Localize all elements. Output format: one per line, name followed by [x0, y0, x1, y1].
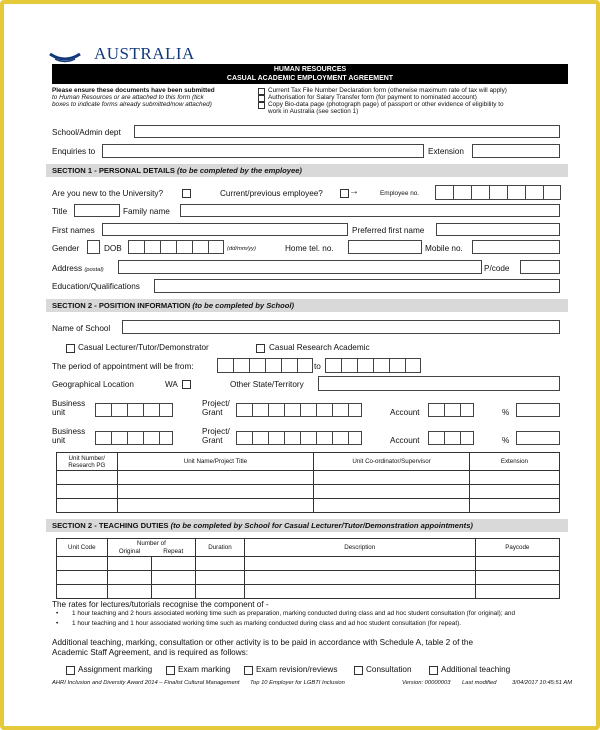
account-2-field[interactable]	[428, 431, 474, 445]
first-names-label: First names	[52, 226, 95, 235]
other-state-label: Other State/Territory	[230, 380, 304, 389]
casual-lecturer-checkbox[interactable]	[66, 344, 75, 353]
school-name-field[interactable]	[122, 320, 560, 334]
section-1-title: SECTION 1 - PERSONAL DETAILS	[52, 166, 175, 175]
unit-number-header: Unit Number/ Research PG	[57, 453, 118, 471]
enquiries-label: Enquiries to	[52, 147, 96, 156]
percent-2-label: %	[502, 436, 510, 445]
rate-bullet-1: •	[56, 610, 59, 617]
paycode-header: Paycode	[475, 539, 559, 557]
new-to-uni-label: Are you new to the University?	[52, 189, 164, 198]
units-table-header	[57, 453, 560, 471]
extension-label: Extension	[428, 147, 464, 156]
rate-repeat: 1 hour teaching and 1 hour associated working time such as marking conducted during class and ad hoc student consultation (for repeat).	[72, 620, 461, 627]
casual-lecturer-label: Casual Lecturer/Tutor/Demonstrator	[78, 343, 209, 352]
section-2-title: SECTION 2 - POSITION INFORMATION	[52, 301, 191, 310]
footer-lgbti: Top 10 Employer for LGBTI Inclusion	[250, 680, 345, 686]
additional-line-2: Academic Staff Agreement, and is required as follows:	[52, 648, 248, 657]
additional-teaching-checkbox[interactable]	[429, 666, 438, 675]
employee-no-label: Employee no.	[380, 190, 420, 197]
teaching-table	[56, 538, 560, 599]
teaching-duties-note: (to be completed by School for Casual Lecturer/Tutor/Demonstration appointments)	[170, 521, 473, 530]
consultation-label: Consultation	[366, 665, 412, 674]
project-grant-1-label-a: Project/	[202, 399, 230, 408]
business-unit-2-field[interactable]	[95, 431, 173, 445]
percent-1-field[interactable]	[516, 403, 560, 417]
home-tel-field[interactable]	[348, 240, 422, 254]
logo-text: AUSTRALIA	[94, 44, 195, 63]
rates-intro: The rates for lectures/tutorials recognise the component of -	[52, 600, 269, 609]
doc-passport-line-1: Copy Bio-data page (photograph page) of passport or other evidence of eligibility to	[268, 101, 504, 108]
assignment-marking-checkbox[interactable]	[66, 666, 75, 675]
new-to-uni-checkbox[interactable]	[182, 189, 191, 198]
wa-label: WA	[165, 380, 178, 389]
casual-research-label: Casual Research Academic	[269, 343, 370, 352]
section-1-header	[46, 164, 568, 177]
employee-no-field[interactable]	[435, 185, 561, 200]
preferred-name-field[interactable]	[436, 223, 560, 236]
current-employee-label: Current/previous employee?	[220, 189, 323, 198]
gender-label: Gender	[52, 244, 80, 253]
project-grant-2-field[interactable]	[236, 431, 362, 445]
table-row[interactable]	[57, 585, 560, 599]
exam-revision-checkbox[interactable]	[244, 666, 253, 675]
repeat-header: Repeat	[151, 548, 195, 557]
project-grant-2-label-a: Project/	[202, 427, 230, 436]
extension-field[interactable]	[472, 144, 560, 158]
account-1-label: Account	[390, 408, 420, 417]
teaching-header-row-1	[57, 539, 560, 548]
instructions-line-3: boxes to indicate forms already submitted/now attached)	[52, 101, 212, 108]
footer-date: 3/04/2017 10:45:51 AM	[512, 680, 573, 686]
tfn-checkbox[interactable]	[258, 88, 265, 95]
education-label: Education/Qualifications	[52, 282, 140, 291]
instructions-line-2: to Human Resources or are attached to this form (tick	[52, 94, 204, 101]
project-grant-1-field[interactable]	[236, 403, 362, 417]
postcode-field[interactable]	[520, 260, 560, 274]
gender-field[interactable]	[87, 240, 100, 254]
table-row[interactable]	[57, 571, 560, 585]
period-from-field[interactable]	[217, 358, 313, 373]
table-row[interactable]	[57, 499, 560, 513]
business-unit-1-field[interactable]	[95, 403, 173, 417]
dob-format: (dd/mm/yy)	[227, 246, 256, 252]
rate-original: 1 hour teaching and 2 hours associated working time such as preparation, marking conducted during class and ad hoc student consultation (for original); and	[72, 610, 515, 617]
period-to-label: to	[314, 362, 321, 371]
school-admin-label: School/Admin dept	[52, 128, 121, 137]
doc-passport-line-2: work in Australia (see section 1)	[268, 108, 359, 115]
period-to-field[interactable]	[325, 358, 421, 373]
arrow-icon: →	[349, 186, 359, 197]
account-1-field[interactable]	[428, 403, 474, 417]
salary-transfer-checkbox[interactable]	[258, 95, 265, 102]
dob-label: DOB	[104, 244, 122, 253]
teaching-duties-header	[46, 519, 568, 532]
percent-1-label: %	[502, 408, 510, 417]
wa-checkbox[interactable]	[182, 380, 191, 389]
business-unit-1-label-b: unit	[52, 408, 66, 417]
footer-award: AHRI Inclusion and Diversity Award 2014 – Finalist Cultural Management	[52, 680, 240, 686]
home-tel-label: Home tel. no.	[285, 244, 334, 253]
education-field[interactable]	[154, 279, 560, 293]
title-label: Title	[52, 207, 68, 216]
crest-icon	[48, 50, 82, 64]
consultation-checkbox[interactable]	[354, 666, 363, 675]
address-postal: (postal)	[84, 267, 104, 273]
school-admin-field[interactable]	[134, 125, 560, 138]
exam-marking-label: Exam marking	[178, 665, 231, 674]
footer-modified: Last modified	[462, 680, 497, 686]
address-field[interactable]	[118, 260, 482, 274]
first-names-field[interactable]	[102, 223, 348, 236]
percent-2-field[interactable]	[516, 431, 560, 445]
extension-header: Extension	[469, 453, 559, 471]
exam-marking-checkbox[interactable]	[166, 666, 175, 675]
family-name-label: Family name	[123, 207, 170, 216]
table-row[interactable]	[57, 485, 560, 499]
business-unit-2-label-b: unit	[52, 436, 66, 445]
project-grant-2-label-b: Grant	[202, 436, 223, 445]
department-label: HUMAN RESOURCES	[273, 66, 347, 73]
instructions-line-1: Please ensure these documents have been submitted	[52, 87, 215, 94]
form-title: CASUAL ACADEMIC EMPLOYMENT AGREEMENT	[226, 75, 394, 82]
rate-bullet-2: •	[56, 620, 59, 627]
preferred-name-label: Preferred first name	[352, 226, 425, 235]
teaching-duties-title: SECTION 2 - TEACHING DUTIES	[52, 521, 169, 530]
address-text: Address	[52, 264, 83, 273]
address-label	[52, 264, 104, 274]
other-state-field[interactable]	[318, 376, 560, 391]
current-employee-checkbox[interactable]	[340, 189, 349, 198]
title-bar	[52, 64, 568, 84]
dob-field[interactable]	[128, 240, 224, 254]
mobile-label: Mobile no.	[425, 244, 463, 253]
geo-location-label: Geographical Location	[52, 380, 134, 389]
casual-research-checkbox[interactable]	[256, 344, 265, 353]
number-of-header: Number of	[107, 539, 195, 548]
description-header: Description	[244, 539, 475, 557]
table-row[interactable]	[57, 471, 560, 485]
business-unit-1-label-a: Business	[52, 399, 86, 408]
doc-tfn: Current Tax File Number Declaration form (otherwise maximum rate of tax will apply)	[268, 87, 507, 94]
table-row[interactable]	[57, 557, 560, 571]
section-2-header	[46, 299, 568, 312]
units-table	[56, 452, 560, 513]
business-unit-2-label-a: Business	[52, 427, 86, 436]
project-grant-1-label-b: Grant	[202, 408, 223, 417]
unit-name-header: Unit Name/Project Title	[117, 453, 314, 471]
school-name-label: Name of School	[52, 324, 111, 333]
passport-checkbox[interactable]	[258, 102, 265, 109]
additional-line-1: Additional teaching, marking, consultation or other activity is to be paid in accordance with Schedule A, table 2 of the	[52, 638, 473, 647]
exam-revision-label: Exam revision/reviews	[256, 665, 338, 674]
title-field[interactable]	[74, 204, 120, 217]
doc-salary-transfer: Authorisation for Salary Transfer form (for payment to nominated account)	[268, 94, 477, 101]
footer-version: Version: 00000003	[402, 680, 451, 686]
period-label: The period of appointment will be from:	[52, 362, 194, 371]
form-page	[44, 8, 573, 720]
additional-teaching-label: Additional teaching	[441, 665, 511, 674]
section-1-note: (to be completed by the employee)	[177, 166, 302, 175]
coordinator-header: Unit Co-ordinator/Supervisor	[314, 453, 470, 471]
postcode-label: P/code	[484, 264, 510, 273]
section-2-note: (to be completed by School)	[192, 301, 295, 310]
assignment-marking-label: Assignment marking	[78, 665, 153, 674]
mobile-field[interactable]	[472, 240, 560, 254]
enquiries-field[interactable]	[102, 144, 424, 158]
duration-header: Duration	[196, 539, 245, 557]
original-header: Original	[107, 548, 151, 557]
family-name-field[interactable]	[180, 204, 560, 217]
account-2-label: Account	[390, 436, 420, 445]
unit-code-header: Unit Code	[57, 539, 108, 557]
